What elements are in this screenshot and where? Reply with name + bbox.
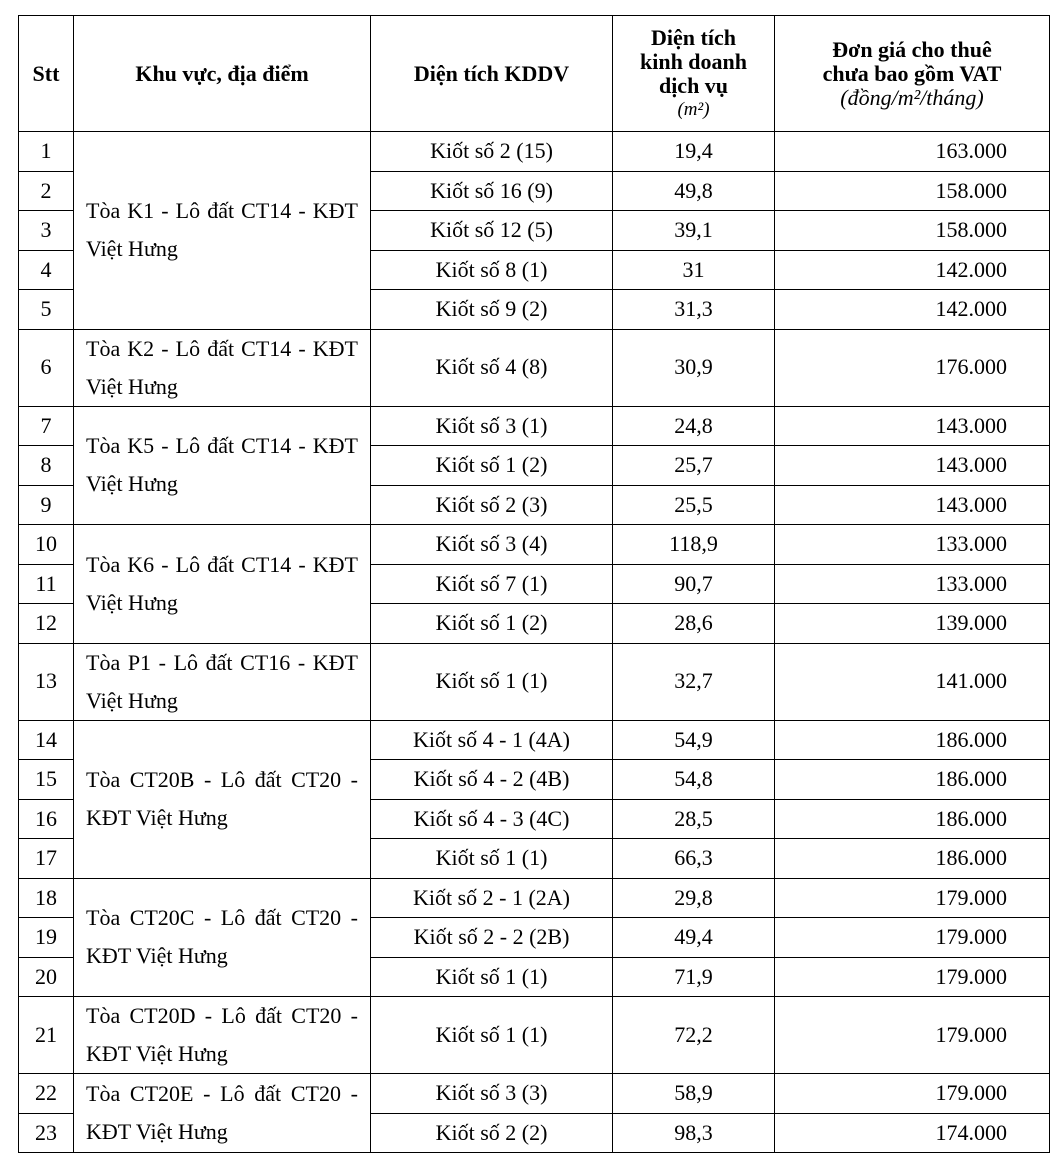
cell-area: Tòa K1 - Lô đất CT14 - KĐT Việt Hưng xyxy=(74,132,371,330)
cell-kiot: Kiốt số 1 (1) xyxy=(371,839,613,879)
cell-kiot: Kiốt số 12 (5) xyxy=(371,211,613,251)
cell-size: 72,2 xyxy=(613,997,775,1074)
cell-stt: 16 xyxy=(19,799,74,839)
cell-price: 179.000 xyxy=(775,957,1050,997)
cell-kiot: Kiốt số 2 - 1 (2A) xyxy=(371,878,613,918)
table-row xyxy=(19,997,1050,1074)
cell-kiot: Kiốt số 1 (2) xyxy=(371,604,613,644)
cell-stt: 12 xyxy=(19,604,74,644)
cell-size: 49,8 xyxy=(613,171,775,211)
cell-stt: 23 xyxy=(19,1113,74,1153)
cell-size: 54,9 xyxy=(613,720,775,760)
cell-stt: 6 xyxy=(19,329,74,406)
cell-price: 179.000 xyxy=(775,997,1050,1074)
cell-kiot: Kiốt số 4 - 3 (4C) xyxy=(371,799,613,839)
table-row xyxy=(19,329,1050,406)
cell-stt: 13 xyxy=(19,643,74,720)
cell-kiot: Kiốt số 2 (3) xyxy=(371,485,613,525)
table-row xyxy=(19,1074,1050,1114)
cell-kiot: Kiốt số 8 (1) xyxy=(371,250,613,290)
cell-size: 49,4 xyxy=(613,918,775,958)
cell-stt: 8 xyxy=(19,446,74,486)
cell-area: Tòa CT20B - Lô đất CT20 - KĐT Việt Hưng xyxy=(74,720,371,878)
table-row xyxy=(19,878,1050,918)
cell-kiot: Kiốt số 1 (2) xyxy=(371,446,613,486)
cell-stt: 1 xyxy=(19,132,74,172)
cell-price: 143.000 xyxy=(775,485,1050,525)
rental-price-table xyxy=(18,15,1050,1153)
cell-stt: 18 xyxy=(19,878,74,918)
table-row xyxy=(19,132,1050,172)
table-header xyxy=(19,16,1050,132)
cell-stt: 21 xyxy=(19,997,74,1074)
header-price-line: chưa bao gồm VAT xyxy=(822,60,1002,86)
cell-stt: 7 xyxy=(19,406,74,446)
cell-size: 39,1 xyxy=(613,211,775,251)
cell-stt: 2 xyxy=(19,171,74,211)
header-price xyxy=(775,16,1050,132)
cell-area: Tòa CT20E - Lô đất CT20 - KĐT Việt Hưng xyxy=(74,1074,371,1153)
table-row xyxy=(19,720,1050,760)
cell-price: 179.000 xyxy=(775,878,1050,918)
cell-stt: 22 xyxy=(19,1074,74,1114)
cell-price: 141.000 xyxy=(775,643,1050,720)
cell-kiot: Kiốt số 3 (1) xyxy=(371,406,613,446)
cell-size: 28,6 xyxy=(613,604,775,644)
cell-stt: 3 xyxy=(19,211,74,251)
header-price-line: Đơn giá cho thuê xyxy=(832,36,992,62)
cell-kiot: Kiốt số 1 (1) xyxy=(371,997,613,1074)
header-size-line: Diện tích xyxy=(651,24,736,50)
cell-area: Tòa K2 - Lô đất CT14 - KĐT Việt Hưng xyxy=(74,329,371,406)
cell-price: 158.000 xyxy=(775,211,1050,251)
cell-kiot: Kiốt số 16 (9) xyxy=(371,171,613,211)
cell-price: 186.000 xyxy=(775,799,1050,839)
header-stt: Stt xyxy=(19,16,74,132)
cell-kiot: Kiốt số 3 (3) xyxy=(371,1074,613,1114)
cell-price: 186.000 xyxy=(775,760,1050,800)
cell-price: 174.000 xyxy=(775,1113,1050,1153)
cell-stt: 14 xyxy=(19,720,74,760)
cell-price: 179.000 xyxy=(775,1074,1050,1114)
cell-stt: 20 xyxy=(19,957,74,997)
cell-price: 142.000 xyxy=(775,290,1050,330)
cell-stt: 19 xyxy=(19,918,74,958)
table-row xyxy=(19,643,1050,720)
cell-size: 25,7 xyxy=(613,446,775,486)
cell-area: Tòa CT20C - Lô đất CT20 - KĐT Việt Hưng xyxy=(74,878,371,997)
cell-stt: 4 xyxy=(19,250,74,290)
cell-size: 66,3 xyxy=(613,839,775,879)
cell-price: 186.000 xyxy=(775,720,1050,760)
cell-kiot: Kiốt số 2 (2) xyxy=(371,1113,613,1153)
cell-price: 143.000 xyxy=(775,406,1050,446)
cell-size: 19,4 xyxy=(613,132,775,172)
cell-stt: 15 xyxy=(19,760,74,800)
cell-size: 31 xyxy=(613,250,775,290)
cell-size: 58,9 xyxy=(613,1074,775,1114)
cell-size: 71,9 xyxy=(613,957,775,997)
header-size-line: dịch vụ xyxy=(658,72,729,98)
cell-area: Tòa P1 - Lô đất CT16 - KĐT Việt Hưng xyxy=(74,643,371,720)
cell-size: 118,9 xyxy=(613,525,775,565)
header-row xyxy=(19,16,1050,132)
cell-size: 31,3 xyxy=(613,290,775,330)
cell-kiot: Kiốt số 4 - 1 (4A) xyxy=(371,720,613,760)
cell-size: 24,8 xyxy=(613,406,775,446)
cell-kiot: Kiốt số 2 - 2 (2B) xyxy=(371,918,613,958)
cell-stt: 5 xyxy=(19,290,74,330)
header-size xyxy=(613,16,775,132)
table-row xyxy=(19,406,1050,446)
cell-kiot: Kiốt số 3 (4) xyxy=(371,525,613,565)
cell-size: 28,5 xyxy=(613,799,775,839)
header-size-line: kinh doanh xyxy=(639,48,748,74)
cell-price: 143.000 xyxy=(775,446,1050,486)
cell-price: 133.000 xyxy=(775,525,1050,565)
cell-area: Tòa K6 - Lô đất CT14 - KĐT Việt Hưng xyxy=(74,525,371,644)
cell-stt: 9 xyxy=(19,485,74,525)
cell-kiot: Kiốt số 1 (1) xyxy=(371,957,613,997)
cell-price: 142.000 xyxy=(775,250,1050,290)
cell-price: 139.000 xyxy=(775,604,1050,644)
cell-price: 163.000 xyxy=(775,132,1050,172)
cell-kiot: Kiốt số 4 (8) xyxy=(371,329,613,406)
header-size-unit: (m²) xyxy=(677,98,710,120)
cell-kiot: Kiốt số 7 (1) xyxy=(371,564,613,604)
cell-size: 98,3 xyxy=(613,1113,775,1153)
cell-price: 133.000 xyxy=(775,564,1050,604)
cell-stt: 10 xyxy=(19,525,74,565)
cell-size: 90,7 xyxy=(613,564,775,604)
cell-size: 54,8 xyxy=(613,760,775,800)
cell-stt: 17 xyxy=(19,839,74,879)
cell-area: Tòa K5 - Lô đất CT14 - KĐT Việt Hưng xyxy=(74,406,371,525)
table-row xyxy=(19,525,1050,565)
cell-kiot: Kiốt số 1 (1) xyxy=(371,643,613,720)
cell-price: 186.000 xyxy=(775,839,1050,879)
cell-kiot: Kiốt số 2 (15) xyxy=(371,132,613,172)
cell-area: Tòa CT20D - Lô đất CT20 - KĐT Việt Hưng xyxy=(74,997,371,1074)
cell-size: 30,9 xyxy=(613,329,775,406)
header-kiot: Diện tích KDDV xyxy=(371,16,613,132)
cell-size: 25,5 xyxy=(613,485,775,525)
table-body xyxy=(19,132,1050,1153)
cell-price: 176.000 xyxy=(775,329,1050,406)
cell-price: 179.000 xyxy=(775,918,1050,958)
cell-stt: 11 xyxy=(19,564,74,604)
header-price-unit: (đồng/m²/tháng) xyxy=(840,84,984,110)
cell-size: 29,8 xyxy=(613,878,775,918)
header-area: Khu vực, địa điểm xyxy=(74,16,371,132)
cell-kiot: Kiốt số 9 (2) xyxy=(371,290,613,330)
cell-size: 32,7 xyxy=(613,643,775,720)
cell-price: 158.000 xyxy=(775,171,1050,211)
cell-kiot: Kiốt số 4 - 2 (4B) xyxy=(371,760,613,800)
